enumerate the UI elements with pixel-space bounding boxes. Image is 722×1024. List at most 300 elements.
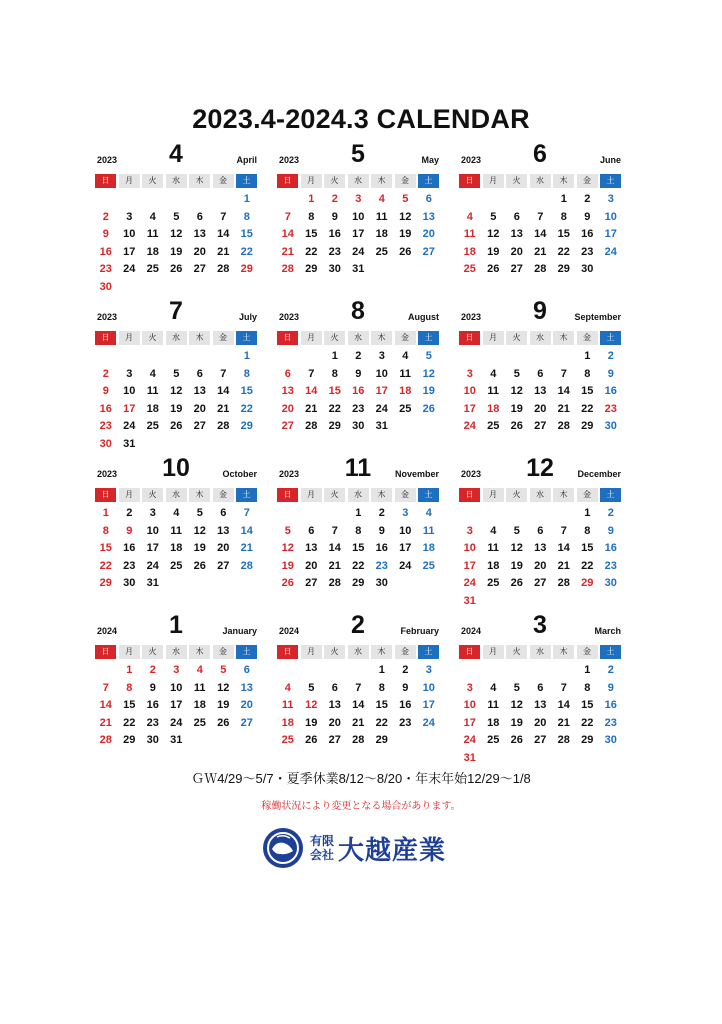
day-cell: 10 [375,367,388,380]
day-cell: 12 [399,210,412,223]
empty-cell [482,750,506,768]
day-cell: 9 [102,228,109,240]
holiday-summary: ＧＷ4/29～5/7・夏季休業8/12～8/20・年末年始12/29～1/8 [191,771,531,786]
day-cell: 6 [537,524,544,537]
day-cell: 4 [149,210,156,223]
day-cell: 23 [146,716,159,729]
weekday-label: 木 [189,488,210,502]
day-cell: 9 [607,681,614,694]
month-header [277,297,439,331]
day-cell: 10 [399,524,412,537]
day-cell: 4 [284,681,291,694]
day-cell: 27 [534,420,547,432]
weekday-label: 月 [301,174,322,188]
day-cell: 18 [463,245,476,258]
day-cell: 29 [240,420,253,432]
day-cell: 28 [217,263,230,275]
month-header [95,611,257,645]
month-header [459,454,621,488]
day-cell: 12 [510,542,523,554]
weekday-label: 土 [418,488,439,502]
day-cell: 13 [534,542,547,554]
month-year: 2023 [97,469,118,479]
empty-cell [165,279,189,297]
empty-cell [276,348,300,366]
empty-cell [529,505,553,523]
day-cell: 17 [375,385,388,397]
day-cell: 4 [173,507,180,519]
day-cell: 23 [375,559,388,572]
day-cell: 15 [305,228,318,240]
day-cell: 20 [240,699,253,711]
day-cell: 9 [355,367,362,380]
day-cell: 14 [557,542,570,554]
day-cell: 26 [305,734,318,746]
month-february [277,611,439,750]
day-cell: 28 [281,263,294,275]
month-number: 1 [169,611,183,639]
month-year: 2024 [279,626,300,636]
day-cell: 21 [557,716,570,729]
month-name: July [238,312,257,322]
day-cell: 18 [170,542,183,554]
weekday-label: 土 [236,174,257,188]
day-cell: 23 [604,716,617,729]
day-cell: 13 [534,385,547,397]
weekday-label: 土 [418,331,439,345]
day-cell: 3 [607,193,614,205]
day-cell: 25 [281,734,294,746]
day-cell: 12 [193,524,206,537]
weekday-label: 木 [553,488,574,502]
empty-cell [165,575,189,593]
day-cell: 11 [193,681,206,694]
day-cell: 31 [463,751,476,764]
weekday-header [459,488,621,502]
day-cell: 20 [281,402,294,415]
day-cell: 25 [463,263,476,275]
day-cell: 21 [557,559,570,572]
day-grid [458,662,621,767]
day-cell: 11 [463,228,476,240]
day-cell: 27 [510,263,523,275]
empty-cell [235,732,259,750]
day-cell: 21 [217,245,230,258]
empty-cell [417,732,441,750]
day-cell: 27 [534,734,547,746]
day-cell: 29 [123,734,136,746]
weekday-label: 水 [530,331,551,345]
day-cell: 14 [305,385,318,397]
day-cell: 2 [149,664,156,676]
weekday-label: 水 [530,174,551,188]
empty-cell [165,348,189,366]
day-cell: 16 [146,699,159,711]
day-cell: 3 [173,664,180,676]
empty-cell [235,575,259,593]
day-cell: 3 [378,350,385,362]
day-cell: 5 [173,367,180,380]
day-cell: 7 [560,681,567,694]
empty-cell [300,348,324,366]
empty-cell [276,505,300,523]
day-cell: 16 [99,245,112,258]
weekday-label: 月 [119,331,140,345]
day-cell: 29 [557,263,570,275]
day-cell: 24 [146,559,159,572]
day-grid [458,348,621,436]
day-cell: 14 [281,228,294,240]
day-cell: 23 [352,402,365,415]
day-cell: 7 [355,681,362,694]
day-cell: 12 [170,385,183,397]
day-cell: 2 [378,507,385,519]
empty-cell [188,436,212,454]
day-cell: 8 [355,524,362,537]
day-cell: 19 [281,559,294,572]
day-grid [276,191,439,279]
day-cell: 1 [243,193,250,205]
month-header [277,611,439,645]
weekday-label: 月 [301,488,322,502]
month-header [95,140,257,174]
day-cell: 21 [240,542,253,554]
day-cell: 17 [604,228,617,240]
day-cell: 23 [604,402,617,415]
empty-cell [458,505,482,523]
weekday-label: 日 [95,174,116,188]
empty-cell [552,662,576,680]
weekday-label: 木 [371,331,392,345]
day-cell: 21 [328,559,341,572]
day-cell: 3 [126,210,133,223]
empty-cell [394,261,418,279]
empty-cell [118,279,142,297]
weekday-label: 月 [119,645,140,659]
day-cell: 15 [99,542,112,554]
day-cell: 1 [126,664,133,676]
day-cell: 22 [581,716,594,729]
day-cell: 10 [123,385,136,397]
day-cell: 4 [466,210,473,223]
weekday-label: 木 [189,645,210,659]
month-number: 11 [344,454,372,482]
day-cell: 3 [355,193,362,205]
day-cell: 8 [378,681,385,694]
day-cell: 2 [607,507,614,519]
empty-cell [394,732,418,750]
weekday-label: 日 [459,174,480,188]
day-cell: 6 [196,210,203,223]
month-header [459,140,621,174]
day-cell: 20 [534,402,547,415]
month-year: 2023 [279,155,300,165]
day-cell: 24 [170,716,183,729]
month-name: April [236,155,257,165]
day-cell: 14 [240,524,253,537]
day-cell: 11 [487,699,500,711]
day-cell: 16 [604,385,617,397]
day-cell: 22 [352,559,365,572]
month-number: 9 [533,297,547,325]
day-cell: 18 [422,542,435,554]
day-cell: 16 [99,402,112,415]
empty-cell [323,662,347,680]
day-cell: 28 [328,577,341,589]
day-cell: 25 [487,734,500,746]
day-cell: 10 [604,210,617,223]
month-september [459,297,621,436]
day-cell: 15 [123,699,136,711]
day-cell: 2 [102,210,109,223]
weekday-label: 木 [553,174,574,188]
day-cell: 11 [487,542,500,554]
weekday-label: 金 [213,331,234,345]
day-cell: 10 [123,228,136,240]
day-cell: 19 [170,245,183,258]
weekday-label: 日 [459,488,480,502]
day-cell: 9 [149,681,156,694]
day-cell: 17 [399,542,412,554]
day-cell: 26 [422,402,435,415]
day-cell: 11 [170,524,183,537]
weekday-label: 水 [530,488,551,502]
weekday-label: 土 [600,488,621,502]
day-cell: 9 [126,524,133,537]
day-cell: 16 [581,228,594,240]
day-cell: 8 [243,367,250,380]
day-cell: 28 [557,577,570,589]
day-cell: 4 [402,350,409,362]
day-cell: 10 [352,210,365,223]
weekday-label: 日 [277,488,298,502]
day-cell: 23 [99,420,112,432]
month-year: 2023 [279,469,300,479]
day-cell: 26 [281,577,294,589]
weekday-label: 日 [277,331,298,345]
day-cell: 6 [243,664,250,676]
day-cell: 19 [399,228,412,240]
day-cell: 25 [170,559,183,572]
day-cell: 18 [487,402,500,415]
weekday-label: 火 [506,645,527,659]
month-number: 8 [351,297,365,325]
day-cell: 10 [422,681,435,694]
month-year: 2023 [461,155,482,165]
day-cell: 22 [305,245,318,258]
day-cell: 1 [584,664,591,676]
day-cell: 23 [604,559,617,572]
empty-cell [552,505,576,523]
weekday-label: 火 [324,174,345,188]
weekday-label: 火 [506,174,527,188]
day-cell: 19 [305,716,318,729]
day-cell: 18 [146,402,159,415]
weekday-label: 金 [213,174,234,188]
weekday-label: 日 [95,645,116,659]
empty-cell [552,348,576,366]
weekday-header [95,331,257,345]
month-june [459,140,621,279]
month-november [277,454,439,593]
day-cell: 27 [240,716,253,729]
weekday-header [277,645,439,659]
month-number: 4 [169,140,183,168]
day-cell: 19 [217,699,230,711]
day-cell: 26 [487,263,500,275]
day-cell: 23 [399,716,412,729]
empty-cell [458,662,482,680]
empty-cell [141,279,165,297]
day-cell: 3 [466,367,473,380]
day-cell: 22 [240,402,253,415]
day-cell: 12 [281,542,294,554]
empty-cell [300,662,324,680]
empty-cell [505,191,529,209]
month-name: December [577,469,621,479]
weekday-label: 木 [371,488,392,502]
day-cell: 24 [463,420,476,432]
empty-cell [505,593,529,611]
weekday-label: 土 [236,645,257,659]
day-cell: 15 [375,699,388,711]
empty-cell [417,575,441,593]
day-cell: 13 [328,699,341,711]
day-cell: 10 [463,542,476,554]
day-cell: 30 [99,437,112,450]
day-cell: 1 [584,507,591,519]
day-cell: 9 [607,367,614,380]
day-cell: 13 [510,228,523,240]
change-notice: 稼働状況により変更となる場合があります。 [261,801,461,812]
month-year: 2024 [461,626,482,636]
weekday-header [95,174,257,188]
month-may [277,140,439,279]
day-cell: 28 [557,734,570,746]
month-name: October [222,469,257,479]
weekday-label: 水 [348,174,369,188]
day-cell: 22 [328,402,341,415]
empty-cell [529,191,553,209]
day-cell: 26 [399,245,412,258]
day-cell: 28 [305,420,318,432]
day-cell: 9 [584,210,591,223]
day-cell: 11 [146,385,159,397]
day-cell: 9 [378,524,385,537]
weekday-label: 月 [483,331,504,345]
day-cell: 5 [173,210,180,223]
month-year: 2023 [461,312,482,322]
day-cell: 9 [331,210,338,223]
day-cell: 3 [466,681,473,694]
day-cell: 17 [352,228,365,240]
day-cell: 8 [243,210,250,223]
day-cell: 21 [281,245,294,258]
month-header [95,297,257,331]
day-cell: 5 [308,681,315,694]
day-cell: 20 [305,559,318,572]
day-cell: 20 [193,402,206,415]
weekday-label: 月 [119,488,140,502]
day-cell: 28 [557,420,570,432]
month-number: 10 [162,454,190,482]
day-cell: 7 [331,524,338,537]
empty-cell [94,662,118,680]
day-cell: 13 [193,228,206,240]
empty-cell [482,505,506,523]
empty-cell [235,279,259,297]
day-cell: 14 [557,699,570,711]
day-cell: 16 [604,542,617,554]
weekday-label: 金 [395,645,416,659]
weekday-label: 月 [483,488,504,502]
day-cell: 17 [170,699,183,711]
day-cell: 21 [534,245,547,258]
weekday-label: 火 [142,488,163,502]
day-cell: 1 [584,350,591,362]
empty-cell [599,593,623,611]
empty-cell [505,348,529,366]
day-cell: 20 [510,245,523,258]
day-cell: 25 [193,716,206,729]
day-cell: 15 [240,385,253,397]
month-header [459,611,621,645]
day-cell: 5 [513,681,520,694]
day-cell: 26 [170,263,183,275]
day-cell: 19 [422,385,435,397]
day-cell: 31 [375,420,388,432]
empty-cell [323,505,347,523]
day-cell: 22 [375,716,388,729]
month-number: 5 [351,140,365,168]
month-january [95,611,257,750]
globe-logo-icon [262,827,304,869]
weekday-label: 土 [418,174,439,188]
empty-cell [482,191,506,209]
day-cell: 4 [490,681,497,694]
weekday-label: 日 [277,645,298,659]
day-grid [276,348,439,436]
day-cell: 14 [557,385,570,397]
day-cell: 11 [146,228,159,240]
day-cell: 29 [581,577,594,589]
day-cell: 2 [102,367,109,380]
day-cell: 7 [220,210,227,223]
day-cell: 6 [537,367,544,380]
weekday-header [277,174,439,188]
day-cell: 15 [352,542,365,554]
day-cell: 17 [422,699,435,711]
day-cell: 30 [99,280,112,293]
day-cell: 11 [487,385,500,397]
day-cell: 8 [584,524,591,537]
day-cell: 21 [305,402,318,415]
day-cell: 1 [560,193,567,205]
day-cell: 17 [463,402,476,415]
empty-cell [505,750,529,768]
empty-cell [394,575,418,593]
day-cell: 16 [604,699,617,711]
month-december [459,454,621,610]
day-cell: 21 [352,716,365,729]
day-cell: 30 [375,577,388,589]
day-cell: 18 [399,385,412,397]
day-cell: 7 [308,367,315,380]
empty-cell [188,191,212,209]
day-cell: 10 [170,681,183,694]
day-cell: 26 [217,716,230,729]
day-cell: 14 [217,228,230,240]
